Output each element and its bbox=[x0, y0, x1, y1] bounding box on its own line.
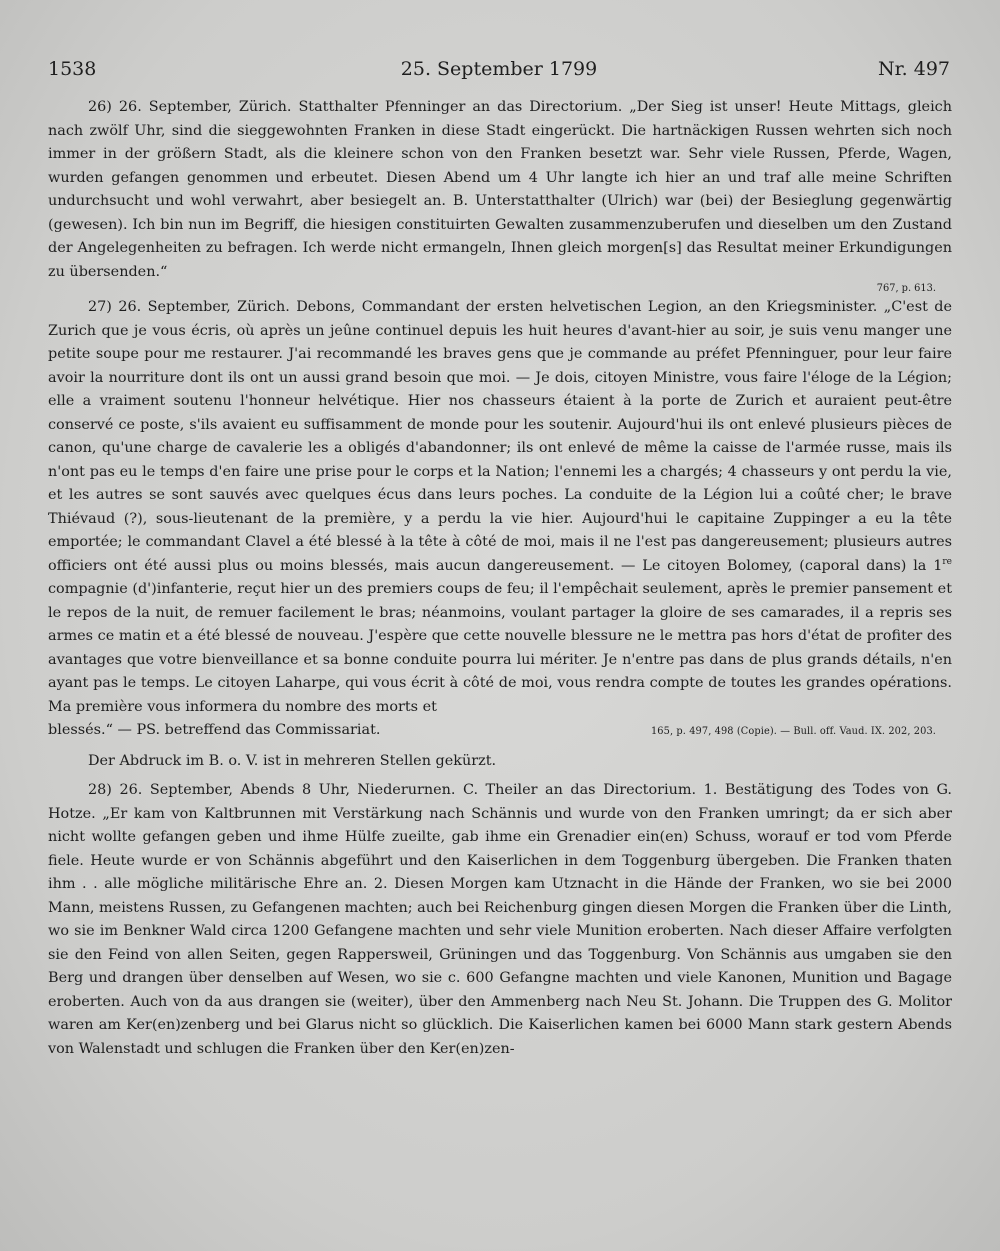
entry-27-closing-line bbox=[48, 719, 952, 744]
editorial-note: Der Abdruck im B. o. V. ist in mehreren Stellen gekürzt. bbox=[88, 752, 497, 769]
page-body bbox=[48, 96, 952, 1061]
entry-26-text: 26. September, Zürich. Statthalter Pfenninger an das Directorium. „Der Sieg ist unser! Heute Mittags, gleich nach zwölf Uhr, sind die sieggewohnten Franken in diese Stadt eingerückt. Die hartnäckigen Russen wehrten sich noch immer in der größern Stadt, als die kleinere schon von den Franken besetzt war. Sehr viele Russen, Pferde, Wagen, wurden gefangen genommen und erbeutet. Diesen Abend um 4 Uhr langte ich hier an und traf alle meine Schriften undurchsucht und wohl verwahrt, aber besiegelt an. B. Unterstatthalter (Ulrich) war (bei) der Besieglung gegenwärtig (gewesen). Ich bin nun im Begriff, die hiesigen constituirten Gewalten zusammenzuberufen und dieselben um den Zustand der Angelegenheiten zu befragen. Ich werde nicht ermangeln, Ihnen gleich morgen[s] das Resultat meiner Erkundigungen zu übersenden.“ bbox=[48, 99, 953, 280]
entry-28-text: 26. September, Abends 8 Uhr, Niederurnen. C. Theiler an das Directorium. 1. Bestätigung des Todes von G. Hotze. „Er kam von Kaltbrunnen mit Verstärkung nach Schännis und wurde von den Franken umringt; da er sich aber nicht wollte gefangen geben und ihme Hülfe zueilte, gab ihme ein Grenadier ein(en) Schuss, worauf er tod vom Pferde fiele. Heute wurde er von Schännis abgeführt und den Kaiserlichen in dem Toggenburg übergeben. Die Franken thaten ihm . . alle mögliche militärische Ehre an. 2. Diesen Morgen kam Utznacht in die Hände der Franken, wo sie bei 2000 Mann, meistens Russen, zu Gefangenen machten; auch bei Reichenburg gingen diesen Morgen die Franken über die Linth, wo sie im Benkner Wald circa 1200 Gefangene machten und sehr viele Munition eroberten. Nach dieser Affaire verfolgten sie den Feind von allen Seiten, gegen Rappersweil, Grüningen und das Toggenburg. Von Schännis aus umgaben sie den Berg und drangen über denselben auf Wesen, wo sie c. 600 Gefangne machten und viele Kanonen, Munition und Bagage eroberten. Auch von da aus drangen sie (weiter), über den Ammenberg nach Neu St. Johann. Die Truppen des G. Molitor waren am Ker(en)zenberg und bei Glarus nicht so glücklich. Die Kaiserlichen kamen bei 6000 Mann stark gestern Abends von Walenstadt und schlugen die Franken über den Ker(en)zen- bbox=[48, 782, 952, 1057]
entry-26 bbox=[48, 96, 952, 296]
header-date: 25. September 1799 bbox=[400, 58, 598, 80]
entry-26-number: 26) bbox=[88, 99, 112, 115]
entry-27-text-part-1: 26. September, Zürich. Debons, Commandant der ersten helvetischen Legion, an den Kriegsminister. „C'est de Zurich que je vous écris, où après un jeûne continuel depuis les huit heures d'avant-hier au soir, je suis venu manger une petite soupe pour me restaurer. J'ai recommandé les braves gens que je commande au préfet Pfenninguer, pour leur faire avoir la nourriture dont ils ont un aussi grand besoin que moi. — Je dois, citoyen Ministre, vous faire l'éloge de la Légion; elle a vraiment soutenu l'honneur helvétique. Hier nos chasseurs étaient à la porte de Zurich et auraient peut-être conservé ce poste, s'ils avaient eu suffisamment de monde pour les soutenir. Aujourd'hui ils ont enlevé plusieurs pièces de canon, qu'une charge de cavalerie les a obligés d'abandonner; ils ont enlevé de même la caisse de l'armée russe, mais ils n'ont pas eu le temps d'en faire une prise pour le corps et la Nation; l'ennemi les a chargés; 4 chasseurs y ont perdu la vie, et les autres se sont sauvés avec quelques écus dans leurs poches. La conduite de la Légion lui a coûté cher; le brave Thiévaud (?), sous-lieutenant de la première, y a perdu la vie hier. Aujourd'hui le capitaine Zuppinger a eu la tête emportée; le commandant Clavel a été blessé à la tête à côté de moi, mais il ne l'est pas dangereusement; plusieurs autres officiers ont été aussi plus ou moins blessés, mais aucun dangereusement. — Le citoyen Bolomey, (caporal dans) la 1 bbox=[48, 299, 952, 574]
document-number: Nr. 497 bbox=[878, 58, 950, 80]
entry-28-paragraph bbox=[48, 779, 952, 1061]
entry-27-closing-text: blessés.“ — PS. betreffend das Commissariat. bbox=[48, 722, 381, 738]
ordinal-superscript: re bbox=[942, 556, 952, 567]
entry-26-source: 767, p. 613. bbox=[876, 283, 936, 294]
entry-27-text-part-2: compagnie (d')infanterie, reçut hier un des premiers coups de feu; il l'empêchait seulement, après le premier pansement et le repos de la nuit, de remuer facilement le bras; néanmoins, voulant partager la gloire de ses camarades, il a repris ses armes ce matin et a été blessé de nouveau. J'espère que cette nouvelle blessure ne le mettra pas hors d'état de profiter des avantages que votre bienveillance et sa bonne conduite pourra lui mériter. Je n'entre pas dans de plus grands détails, n'en ayant pas le temps. Le citoyen Laharpe, qui vous écrit à côté de moi, vous rendra compte de toutes les grandes opérations. Ma première vous informera du nombre des morts et bbox=[48, 581, 952, 715]
page-header bbox=[48, 58, 950, 88]
entry-27-paragraph bbox=[48, 296, 952, 719]
page-number: 1538 bbox=[48, 58, 97, 80]
entry-28-number: 28) bbox=[88, 782, 112, 798]
entry-27 bbox=[48, 296, 952, 744]
entry-27-source: 165, p. 497, 498 (Copie). — Bull. off. Vaud. IX. 202, 203. bbox=[650, 726, 936, 737]
entry-27-number: 27) bbox=[88, 299, 112, 315]
entry-28 bbox=[48, 779, 952, 1061]
entry-26-paragraph bbox=[48, 96, 952, 284]
